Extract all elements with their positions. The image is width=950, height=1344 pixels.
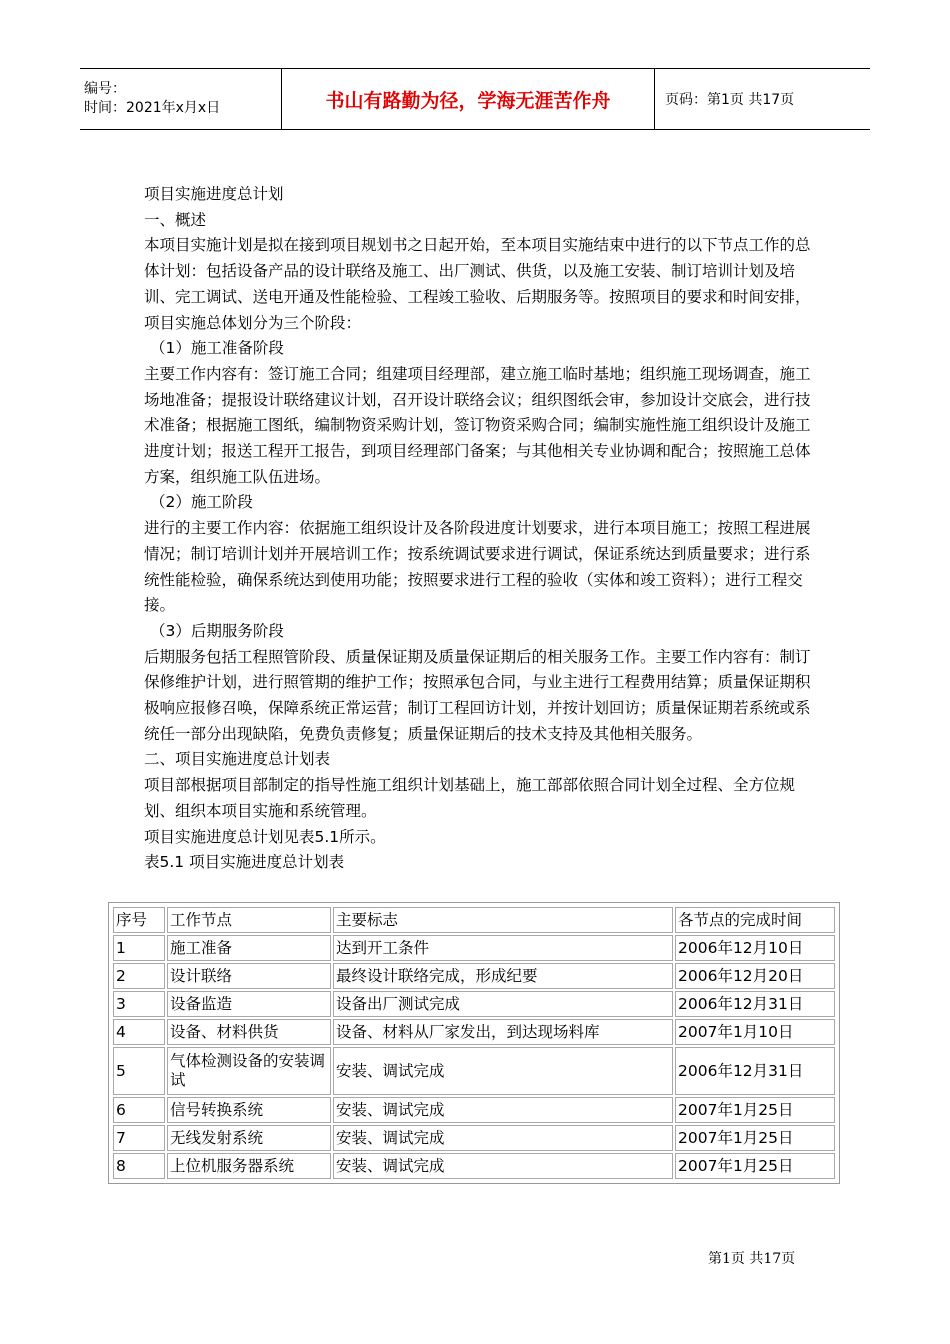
table-cell: 2006年12月10日: [675, 935, 835, 961]
header-cell: 序号: [113, 907, 165, 933]
table-cell: 信号转换系统: [167, 1097, 331, 1123]
table-row: [113, 963, 835, 989]
table-cell: 2006年12月31日: [675, 1047, 835, 1095]
header-cell: 工作节点: [167, 907, 331, 933]
table-cell: 施工准备: [167, 935, 331, 961]
table-row: [113, 1019, 835, 1045]
table-cell: 2006年12月20日: [675, 963, 835, 989]
table-cell: 2007年1月10日: [675, 1019, 835, 1045]
table-row: [113, 935, 835, 961]
table-cell: 8: [113, 1153, 165, 1179]
header-meta: [80, 69, 282, 129]
header-motto: 书山有路勤为径，学海无涯苦作舟: [325, 89, 611, 112]
phase1-heading: （1）施工准备阶段: [150, 339, 284, 358]
table-cell: 设备监造: [167, 991, 331, 1017]
header-time: 时间：2021年x月x日: [84, 100, 221, 116]
page-footer: 第1页 共17页: [708, 1251, 796, 1267]
table-cell: 4: [113, 1019, 165, 1045]
table-row: [113, 1125, 835, 1151]
table-header-row: [113, 907, 835, 933]
table-row: [113, 1153, 835, 1179]
table-cell: 6: [113, 1097, 165, 1123]
table-cell: 2007年1月25日: [675, 1097, 835, 1123]
table-cell: 设备、材料从厂家发出，到达现场料库: [333, 1019, 673, 1045]
table-cell: 安装、调试完成: [333, 1097, 673, 1123]
table-cell: 安装、调试完成: [333, 1125, 673, 1151]
intro-paragraph: 本项目实施计划是拟在接到项目规划书之日起开始，至本项目实施结束中进行的以下节点工作的总体计划：包括设备产品的设计联络及施工、出厂测试、供货，以及施工安装、制订培训计划及培训、完工调试、送电开通及性能检验、工程竣工验收、后期服务等。按照项目的要求和时间安排，项目实施总体划分为三个阶段：: [144, 236, 811, 332]
table-cell: 安装、调试完成: [333, 1047, 673, 1095]
table-cell: 最终设计联络完成，形成纪要: [333, 963, 673, 989]
section2-heading: 二、项目实施进度总计划表: [144, 750, 331, 769]
table-cell: 2: [113, 963, 165, 989]
phase3-heading: （3）后期服务阶段: [150, 621, 284, 640]
document-body: [144, 182, 824, 876]
table-cell: 5: [113, 1047, 165, 1095]
phase2-paragraph: 进行的主要工作内容：依据施工组织设计及各阶段进度计划要求，进行本项目施工；按照工程进展情况；制订培训计划并开展培训工作；按系统调试要求进行调试，保证系统达到质量要求；进行系统性能检验，确保系统达到使用功能；按照要求进行工程的验收（实体和竣工资料）；进行工程交接。: [144, 519, 811, 615]
table-row: [113, 1047, 835, 1095]
table-cell: 设备、材料供货: [167, 1019, 331, 1045]
header-motto-cell: [282, 69, 655, 129]
phase3-paragraph: 后期服务包括工程照管阶段、质量保证期及质量保证期后的相关服务工作。主要工作内容有：制订保修维护计划，进行照管期的维护工作；按照承包合同，与业主进行工程费用结算；质量保证期积极响应报修召唤，保障系统正常运营；制订工程回访计划，并按计划回访；质量保证期若系统或系统任一部分出现缺陷，免费负责修复；质量保证期后的技术支持及其他相关服务。: [144, 647, 811, 743]
schedule-table-wrapper: [108, 902, 840, 1184]
section2-paragraph: 项目部根据项目部制定的指导性施工组织计划基础上，施工部部依照合同计划全过程、全方位规划、组织本项目实施和系统管理。: [144, 776, 796, 820]
table-caption: 表5.1 项目实施进度总计划表: [144, 853, 345, 872]
schedule-table: [111, 905, 837, 1181]
table-cell: 2006年12月31日: [675, 991, 835, 1017]
header-cell: 主要标志: [333, 907, 673, 933]
table-cell: 7: [113, 1125, 165, 1151]
header-number: 编号：: [84, 81, 126, 97]
section1-heading: 一、概述: [144, 210, 207, 229]
table-cell: 3: [113, 991, 165, 1017]
header-page-info: 页码：第1页 共17页: [665, 92, 795, 108]
table-cell: 设计联络: [167, 963, 331, 989]
table-reference: 项目实施进度总计划见表5.1所示。: [144, 827, 386, 846]
table-cell: 2007年1月25日: [675, 1125, 835, 1151]
table-cell: 无线发射系统: [167, 1125, 331, 1151]
table-cell: 安装、调试完成: [333, 1153, 673, 1179]
table-cell: 达到开工条件: [333, 935, 673, 961]
table-cell: 上位机服务器系统: [167, 1153, 331, 1179]
table-cell: 设备出厂测试完成: [333, 991, 673, 1017]
table-row: [113, 1097, 835, 1123]
doc-title: 项目实施进度总计划: [144, 185, 284, 203]
phase2-heading: （2）施工阶段: [150, 493, 253, 512]
table-row: [113, 991, 835, 1017]
header-cell: 各节点的完成时间: [675, 907, 835, 933]
page-header: [80, 68, 870, 130]
phase1-paragraph: 主要工作内容有：签订施工合同；组建项目经理部，建立施工临时基地；组织施工现场调查，施工场地准备；提报设计联络建议计划，召开设计联络会议；组织图纸会审，参加设计交底会，进行技术准备；根据施工图纸，编制物资采购计划，签订物资采购合同；编制实施性施工组织设计及施工进度计划；报送工程开工报告，到项目经理部门备案；与其他相关专业协调和配合；按照施工总体方案，组织施工队伍进场。: [144, 364, 811, 486]
table-cell: 气体检测设备的安装调试: [167, 1047, 331, 1095]
table-cell: 2007年1月25日: [675, 1153, 835, 1179]
table-cell: 1: [113, 935, 165, 961]
